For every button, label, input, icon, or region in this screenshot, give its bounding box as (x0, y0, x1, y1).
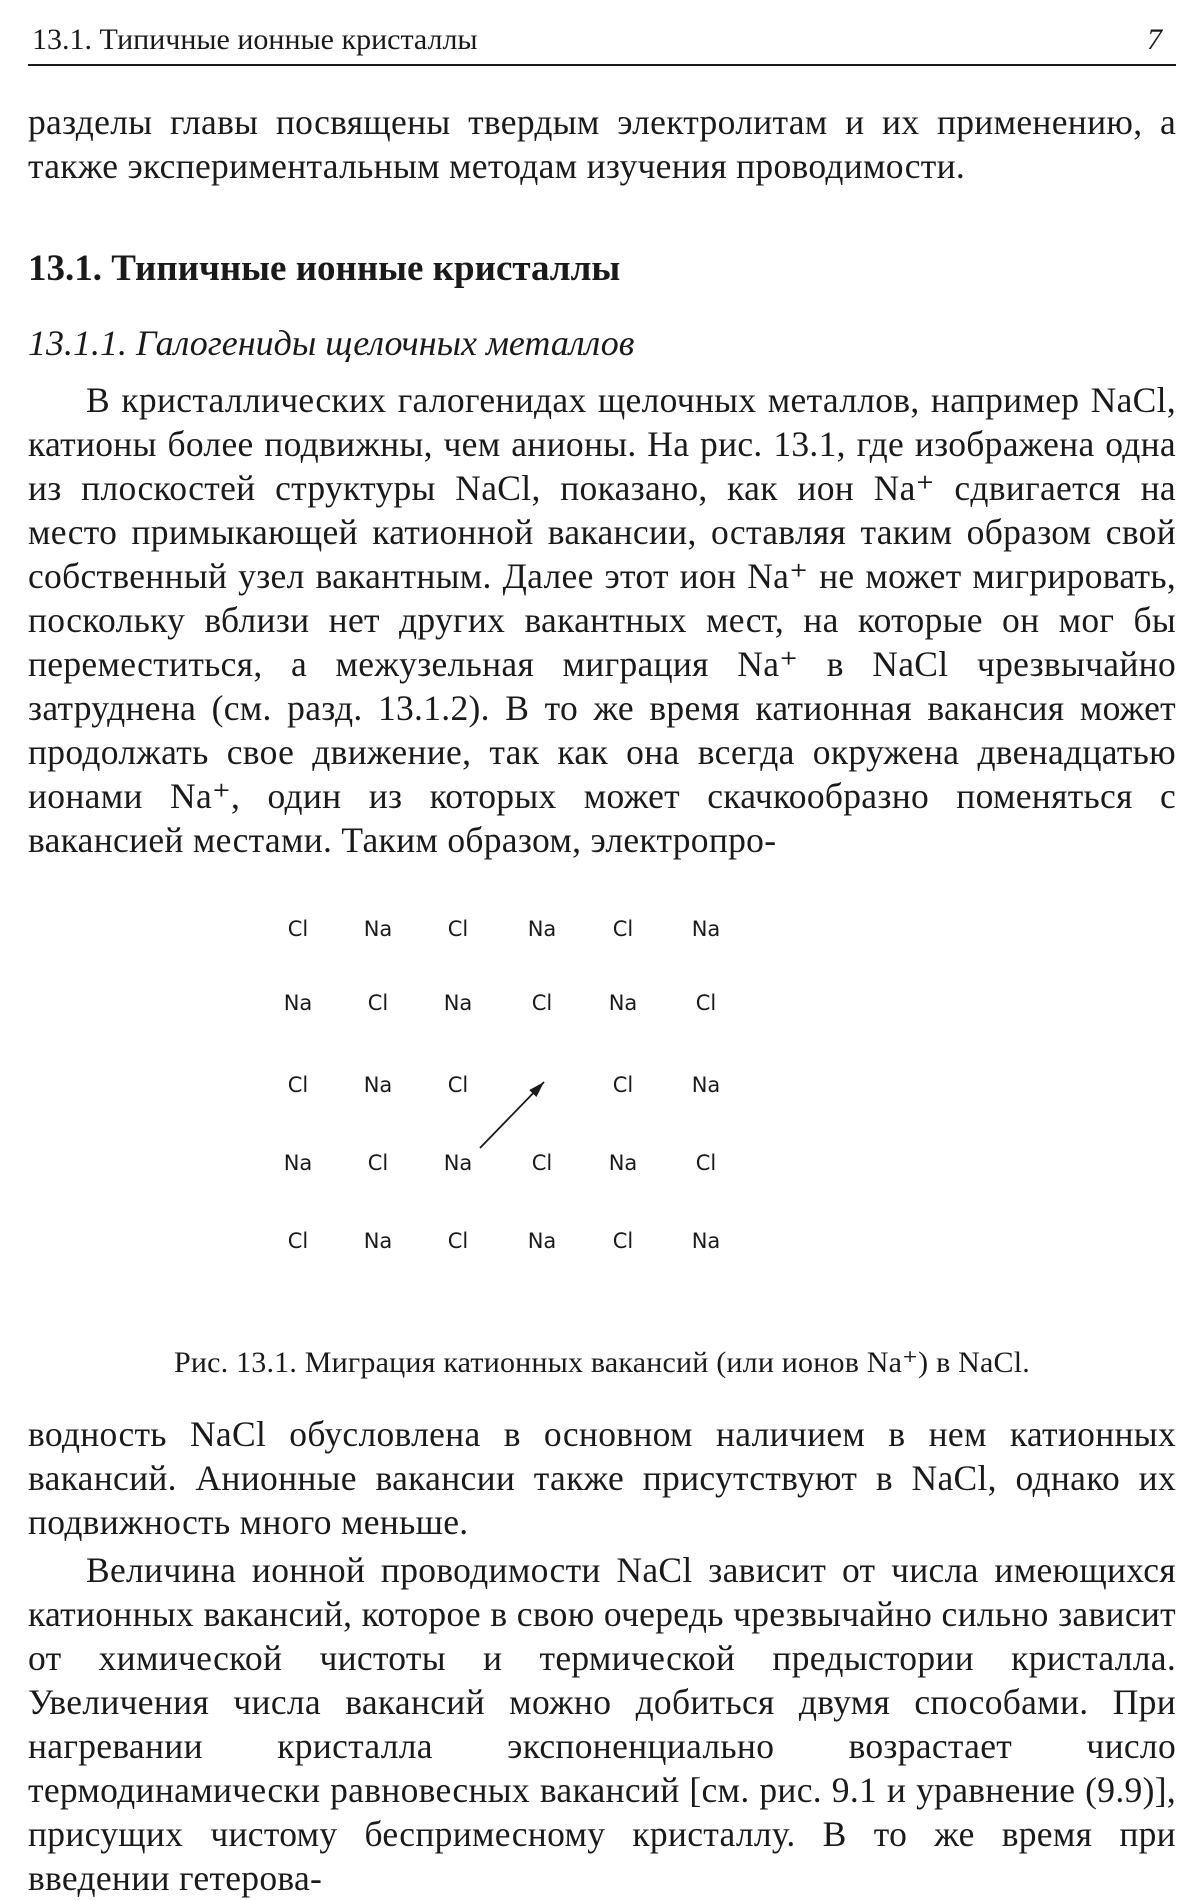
body-paragraph-3: Величина ионной проводимости NaCl зависит от числа имеющихся катионных вакансий, которое в свою очередь чрезвычайно сильно зависит от химической чистоты и термической предыстории кристалла. Увеличения числа вакансий можно добиться двумя способами. При нагревании кристалла экспоненциально возрастает число термодинамически равновесных вакансий [см. рис. 9.1 и уравнение (9.9)], присущих чистому беспримесному кристаллу. В то же время при введении гетерова- (28, 1550, 1176, 1898)
figure-13-1 (28, 898, 1176, 1338)
lattice-ion-na: Na (443, 991, 473, 1015)
lattice-ion-na: Na (691, 1073, 721, 1097)
page-number: 7 (1147, 23, 1162, 56)
lattice-ion-na: Na (283, 991, 313, 1015)
lattice-ion-cl: Cl (612, 917, 634, 941)
lattice-ion-na: Na (363, 1073, 393, 1097)
lattice-ion-cl: Cl (447, 1073, 469, 1097)
lattice-ion-cl: Cl (367, 991, 389, 1015)
page (28, 22, 1176, 1900)
lattice-ion-cl: Cl (531, 991, 553, 1015)
body-paragraph-1: В кристаллических галогенидах щелочных металлов, например NaCl, катионы более подвижны, чем анионы. На рис. 13.1, где изображена одна из плоскостей структуры NaCl, показано, как ион Na⁺ сдвигается на место примыкающей катионной вакансии, оставляя таким образом свой собственный узел вакантным. Далее этот ион Na⁺ не может мигрировать, поскольку вблизи нет других вакантных мест, на которые он мог бы переместиться, а межузельная миграция Na⁺ в NaCl чрезвычайно затруднена (см. разд. 13.1.2). В то же время катионная вакансия может продолжать свое движение, так как она всегда окружена двенадцатью ионами Na⁺, один из которых может скачкообразно поменяться с вакансией местами. Таким образом, электропро- (28, 380, 1176, 860)
lattice-ion-cl: Cl (287, 917, 309, 941)
lattice-ion-cl: Cl (612, 1229, 634, 1253)
subsection-title: 13.1.1. Галогениды щелочных металлов (28, 323, 635, 363)
lattice-ion-cl: Cl (367, 1151, 389, 1175)
lattice-ion-na: Na (527, 1229, 557, 1253)
section-title: 13.1. Типичные ионные кристаллы (28, 248, 621, 289)
running-header (28, 22, 1176, 66)
running-title: 13.1. Типичные ионные кристаллы (32, 23, 478, 56)
figure-caption: Рис. 13.1. Миграция катионных вакансий (или ионов Na⁺) в NaCl. (174, 1346, 1030, 1379)
lattice-ion-na: Na (527, 917, 557, 941)
lattice-ion-cl: Cl (695, 1151, 717, 1175)
lattice-ion-cl: Cl (447, 917, 469, 941)
lattice-ion-na: Na (608, 991, 638, 1015)
lattice-ion-na: Na (608, 1151, 638, 1175)
lattice-ion-cl: Cl (447, 1229, 469, 1253)
lattice-ion-cl: Cl (612, 1073, 634, 1097)
lattice-ion-na: Na (691, 917, 721, 941)
lattice-ion-na: Na (363, 917, 393, 941)
lattice-ion-cl: Cl (531, 1151, 553, 1175)
lattice-ion-na: Na (691, 1229, 721, 1253)
nacl-lattice-diagram (28, 898, 1176, 1338)
lattice-ion-cl: Cl (287, 1073, 309, 1097)
body-paragraph-2: водность NaCl обусловлена в основном наличием в нем катионных вакансий. Анионные вакансии также присутствуют в NaCl, однако их подвижность много меньше. (28, 1414, 1176, 1542)
lattice-ion-cl: Cl (287, 1229, 309, 1253)
lattice-ion-na: Na (283, 1151, 313, 1175)
lattice-ion-cl: Cl (695, 991, 717, 1015)
lattice-ion-na: Na (443, 1151, 473, 1175)
lattice-ion-na: Na (363, 1229, 393, 1253)
intro-paragraph: разделы главы посвящены твердым электролитам и их применению, а также экспериментальным методам изучения проводимости. (28, 102, 1176, 186)
